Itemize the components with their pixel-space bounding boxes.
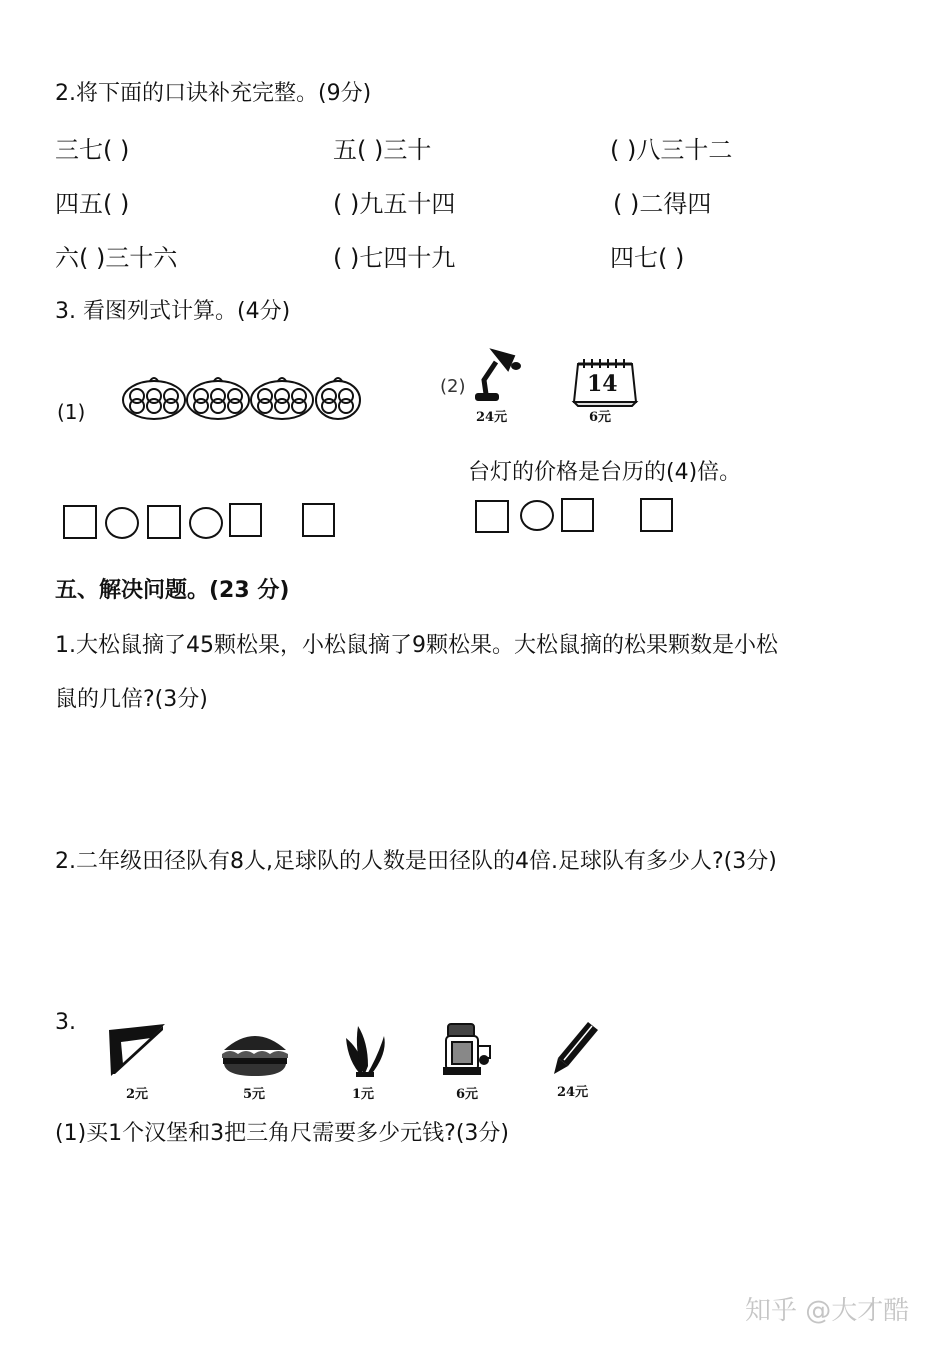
problem3-label: 3.: [55, 1010, 76, 1035]
q3-part2-label: (2): [440, 376, 466, 397]
answer-box[interactable]: [561, 498, 594, 532]
desk-lamp-icon: [470, 346, 530, 404]
operator-circle[interactable]: [105, 507, 139, 539]
triangle-ruler-price: 2元: [126, 1087, 149, 1102]
operator-circle[interactable]: [189, 507, 223, 539]
section5-title: 五、解决问题。(23 分): [55, 578, 290, 603]
answer-box[interactable]: [63, 505, 97, 539]
q3-statement: 台灯的价格是台历的(4)倍。: [468, 460, 742, 485]
q2-r1-c1: 三七( ): [55, 136, 130, 164]
calendar-number: 14: [587, 371, 618, 397]
q2-r3-c1: 六( )三十六: [55, 244, 178, 272]
answer-box[interactable]: [147, 505, 181, 539]
lamp-price: 24元: [476, 410, 508, 425]
q3-title: 3. 看图列式计算。(4分): [55, 299, 291, 324]
pencil-sharpener-icon: [440, 1020, 496, 1078]
pencil-sharpener-price: 6元: [456, 1087, 479, 1102]
q2-r1-c3: ( )八三十二: [610, 136, 733, 164]
calendar-price: 6元: [589, 410, 612, 425]
triangle-ruler-icon: [103, 1022, 167, 1078]
plant-icon: [340, 1022, 390, 1078]
q2-title: 2.将下面的口诀补充完整。(9分): [55, 81, 372, 106]
problem1-line2: 鼠的几倍?(3分): [55, 687, 208, 712]
unit-box[interactable]: [302, 503, 335, 537]
watermark: 知乎 @大才酷: [745, 1296, 910, 1326]
q2-r2-c1: 四五( ): [55, 190, 130, 218]
q2-r2-c3: ( )二得四: [613, 190, 712, 218]
q2-r3-c2: ( )七四十九: [333, 244, 456, 272]
answer-box[interactable]: [475, 500, 509, 533]
q3-part1-label: (1): [57, 400, 86, 424]
problem2: 2.二年级田径队有8人,足球队的人数是田径队的4倍.足球队有多少人?(3分): [55, 849, 777, 874]
unit-box[interactable]: [640, 498, 673, 532]
q2-r1-c2: 五( )三十: [333, 136, 432, 164]
fruit-plates-image: [120, 370, 390, 428]
operator-circle[interactable]: [520, 500, 554, 531]
plant-price: 1元: [352, 1087, 375, 1102]
answer-box[interactable]: [229, 503, 262, 537]
problem1-line1: 1.大松鼠摘了45颗松果，小松鼠摘了9颗松果。大松鼠摘的松果颗数是小松: [55, 633, 778, 658]
problem3-question1: (1)买1个汉堡和3把三角尺需要多少元钱?(3分): [55, 1121, 509, 1146]
q2-r3-c3: 四七( ): [610, 244, 685, 272]
hamburger-icon: [220, 1028, 290, 1078]
q2-r2-c2: ( )九五十四: [333, 190, 456, 218]
pen-price: 24元: [557, 1085, 589, 1100]
pen-icon: [548, 1018, 602, 1078]
hamburger-price: 5元: [243, 1087, 266, 1102]
